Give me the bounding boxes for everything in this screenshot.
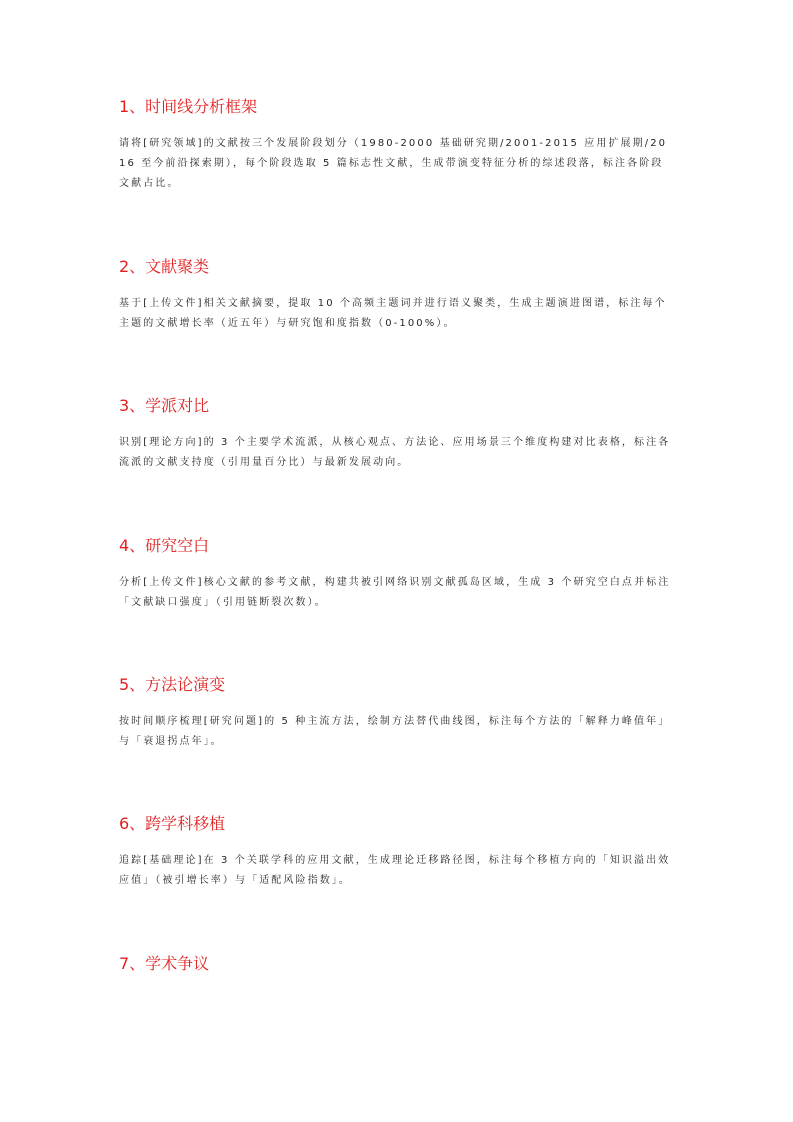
section-body: 请将[研究领域]的文献按三个发展阶段划分（1980-2000 基础研究期/2001-2015 应用扩展期/2016 至今前沿探索期），每个阶段选取 5 篇标志性文献，生成带演变特征分析的综述段落，标注各阶段文献占比。 xyxy=(119,138,668,189)
section-heading: 6、跨学科移植 xyxy=(119,814,226,833)
section-heading: 5、方法论演变 xyxy=(119,675,226,694)
section-heading: 3、学派对比 xyxy=(119,396,210,415)
section-heading: 2、文献聚类 xyxy=(119,257,210,276)
section-body: 基于[上传文件]相关文献摘要，提取 10 个高频主题词并进行语义聚类，生成主题演进图谱，标注每个主题的文献增长率（近五年）与研究饱和度指数（0-100%）。 xyxy=(119,298,667,329)
section-body: 追踪[基础理论]在 3 个关联学科的应用文献，生成理论迁移路径图，标注每个移植方向的「知识溢出效应值」（被引增长率）与「适配风险指数」。 xyxy=(119,855,671,886)
section-heading: 7、学术争议 xyxy=(119,954,210,973)
section-body: 识别[理论方向]的 3 个主要学术流派，从核心观点、方法论、应用场景三个维度构建对比表格，标注各流派的文献支持度（引用量百分比）与最新发展动向。 xyxy=(119,437,671,468)
section-heading: 1、时间线分析框架 xyxy=(119,97,258,116)
section-body: 分析[上传文件]核心文献的参考文献，构建共被引网络识别文献孤岛区域，生成 3 个研究空白点并标注「文献缺口强度」（引用链断裂次数）。 xyxy=(119,577,671,608)
section-body: 按时间顺序梳理[研究问题]的 5 种主流方法，绘制方法替代曲线图，标注每个方法的「解释力峰值年」与「衰退拐点年」。 xyxy=(119,716,671,747)
section-heading: 4、研究空白 xyxy=(119,536,210,555)
